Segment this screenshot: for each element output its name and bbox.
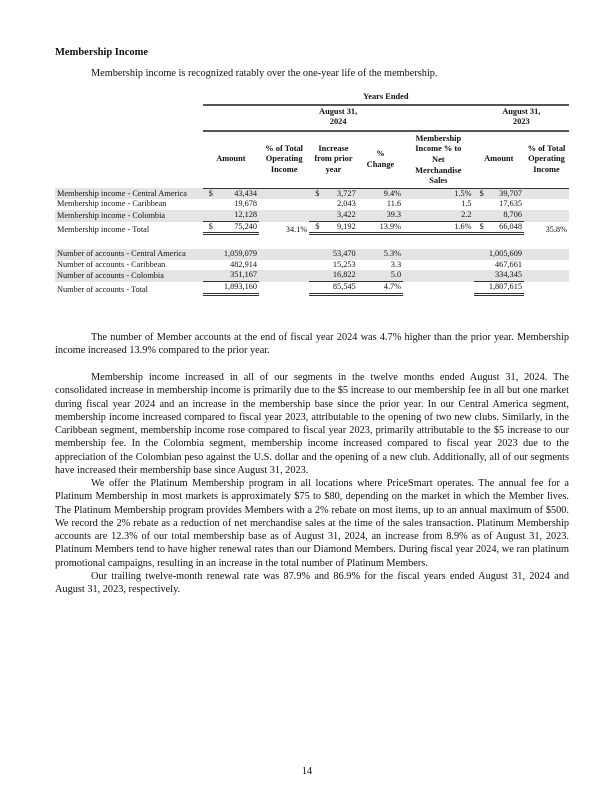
pct-total-2023: 35.8% [545, 224, 567, 234]
amount-2023: 17,635 [499, 199, 522, 209]
currency-symbol [203, 199, 218, 210]
col-header-line: Change [366, 159, 395, 169]
col-header-line: Sales [429, 176, 448, 186]
accounts-pct-change: 5.3% [358, 249, 403, 260]
table-row [55, 188, 569, 200]
period-2024-header [203, 104, 474, 130]
col-header-line: Income % to [415, 144, 462, 154]
pct-change: 39.3 [358, 210, 403, 222]
currency-symbol [309, 210, 324, 222]
accounts-increase: 53,470 [325, 249, 358, 260]
col-header-pct-total-2023 [524, 130, 569, 188]
col-header-line: Amount [484, 154, 514, 164]
paragraph-text: The number of Member accounts at the end of fiscal year 2024 was 4.7% higher than the prior year. Membership income increased 13.9% compared to the prior year. [55, 332, 569, 357]
pct-net-sales: 1.6% [403, 222, 473, 236]
amount-2023: 8,706 [489, 210, 524, 222]
increase-from-prior: 3,422 [325, 210, 358, 222]
pct-total-2023 [524, 199, 569, 210]
membership-income-table [55, 92, 569, 296]
pct-total-2024: 34.1% [285, 224, 308, 234]
row-label: Membership income - Colombia [55, 210, 203, 222]
accounts-pct-change: 3.3 [390, 259, 402, 269]
pct-total-2023 [524, 210, 569, 222]
paragraph-segment-increase [55, 371, 569, 477]
accounts-2024: 1,893,160 [218, 282, 259, 296]
paragraph-text: Membership income increased in all of our segments in the twelve months ended August 31, 2024. The consolidated increase in membership income is primarily due to the $5 increase to our membership fee in all but one market during fiscal year 2024 and an increase in the membership base since the prior year. In our Central America segment, membership income increased compared to fiscal year 2023, attributable to the opening of two new clubs. Similarly, in the Caribbean segment, membership income rose compared to fiscal year 2023, primarily attributable to the $5 increase to our membership fee. In the Colombia segment, membership income increased compared to fiscal year 2023 due to the appreciation of the Colombian peso against the U.S. dollar and the opening of a new club. Additionally, all of our segments have increased their membership base since August 31, 2023. [55, 372, 569, 477]
intro-text: Membership income is recognized ratably over the one-year life of the membership. [91, 68, 438, 79]
table-row [55, 260, 569, 271]
period-2024-line1: August 31, [319, 106, 358, 116]
row-label: Number of accounts - Caribbean [57, 259, 166, 269]
accounts-2024: 482,914 [230, 259, 258, 269]
currency-symbol: $ [474, 188, 489, 200]
accounts-2023: 334,345 [489, 270, 524, 282]
currency-symbol: $ [309, 188, 324, 200]
col-header-amount-2024 [203, 130, 259, 188]
amount-2024: 43,434 [218, 188, 259, 200]
amount-2024: 12,128 [218, 210, 259, 222]
currency-symbol [309, 199, 324, 210]
pct-net-sales: 2.2 [403, 210, 473, 222]
row-label: Number of accounts - Central America [55, 249, 203, 260]
currency-symbol: $ [203, 188, 218, 200]
accounts-2023: 1,807,615 [489, 282, 524, 296]
pct-total-2024 [259, 210, 309, 222]
period-2024-line2: 2024 [329, 117, 347, 127]
paragraph-text: Our trailing twelve-month renewal rate was 87.9% and 86.9% for the fiscal years ended August 31, 2024 and August 31, 2023, respectively. [55, 571, 569, 596]
amount-2024: 19,678 [234, 199, 258, 209]
table-row [55, 270, 569, 282]
currency-symbol [203, 210, 218, 222]
col-header-pct-net-sales [403, 130, 473, 188]
page-number: 14 [301, 766, 313, 777]
col-header-line: % [376, 149, 385, 159]
pct-total-2024 [259, 199, 309, 210]
amount-2023: 66,048 [489, 222, 524, 236]
pct-total-2024 [259, 188, 309, 200]
years-ended-header: Years Ended [363, 92, 409, 101]
pct-change: 9.4% [358, 188, 403, 200]
accounts-pct-change: 5.0 [358, 270, 403, 282]
currency-symbol: $ [309, 222, 324, 236]
row-label: Membership income - Central America [55, 188, 203, 200]
period-2023-line1: August 31, [502, 106, 541, 116]
currency-symbol: $ [203, 222, 218, 236]
col-header-line: from prior [314, 154, 353, 164]
row-label: Membership income - Caribbean [57, 199, 167, 209]
pct-total-2023 [524, 188, 569, 200]
pct-change: 11.6 [386, 199, 402, 209]
amount-2023: 39,707 [489, 188, 524, 200]
paragraph-text: We offer the Platinum Membership program in all locations where PriceSmart operates. The annual fee for a Platinum Membership in most markets is approximately $75 to $80, depending on the market in which the Member lives. The Platinum Membership program provides Members with a 2% rebate on most items, up to an annual maximum of $500. We record the 2% rebate as a reduction of net merchandise sales at the time of the sales transaction. Platinum Membership accounts are 12.3% of our total membership base as of August 31, 2024, an increase from 8.9% as of August 31, 2023. Platinum Members tend to have higher renewal rates than our Diamond Members. During fiscal year 2024, we ran platinum promotional campaigns, resulting in an increase in the total number of Platinum Members. [55, 478, 569, 569]
period-2023-line2: 2023 [512, 117, 530, 127]
col-header-line: Operating [265, 154, 303, 164]
col-header-line: year [325, 165, 342, 175]
currency-symbol [474, 210, 489, 222]
pct-net-sales: 1.5% [403, 188, 473, 200]
row-label: Number of accounts - Colombia [55, 270, 203, 282]
col-header-line: Net [432, 154, 445, 164]
row-label: Number of accounts - Total [57, 284, 148, 294]
col-header-line: Income [270, 165, 298, 175]
col-header-line: Amount [216, 154, 246, 164]
table-row-total [55, 222, 569, 236]
currency-symbol: $ [474, 222, 489, 236]
table-row-total [55, 282, 569, 296]
col-header-line: Income [533, 165, 560, 175]
col-header-line: Operating [528, 154, 565, 164]
accounts-2023: 1,005,609 [488, 249, 522, 259]
col-header-line: Increase [318, 143, 349, 153]
col-header-increase [309, 130, 357, 188]
col-header-pct-change [358, 130, 403, 188]
paragraph-platinum-membership [55, 477, 569, 570]
period-2023-header [474, 104, 569, 130]
amount-2024: 75,240 [218, 222, 259, 236]
col-header-line: % of Total [265, 143, 303, 153]
pct-net-sales: 1.5 [461, 199, 472, 209]
col-header-amount-2023 [474, 130, 524, 188]
accounts-increase: 16,822 [325, 270, 358, 282]
paragraph-accounts-summary [55, 331, 569, 358]
accounts-increase: 15,253 [332, 259, 356, 269]
paragraph-renewal-rate [55, 570, 569, 597]
accounts-pct-change: 4.7% [358, 282, 403, 296]
currency-symbol [474, 199, 489, 210]
col-header-line: Merchandise [415, 165, 462, 175]
accounts-increase: 85,545 [325, 282, 358, 296]
accounts-2024: 351,167 [218, 270, 259, 282]
increase-from-prior: 3,727 [325, 188, 358, 200]
increase-from-prior: 2,043 [337, 199, 356, 209]
pct-change: 13.9% [358, 222, 403, 236]
col-header-line: Membership [415, 133, 462, 143]
col-header-pct-total-2024 [259, 130, 309, 188]
table-row [55, 249, 569, 260]
table-row [55, 210, 569, 222]
section-title: Membership Income [55, 47, 149, 58]
accounts-2023: 467,661 [495, 259, 522, 269]
increase-from-prior: 9,192 [325, 222, 358, 236]
row-label: Membership income - Total [57, 224, 150, 234]
accounts-2024: 1,059,079 [218, 249, 259, 260]
table-row [55, 199, 569, 210]
col-header-line: % of Total [527, 143, 566, 153]
